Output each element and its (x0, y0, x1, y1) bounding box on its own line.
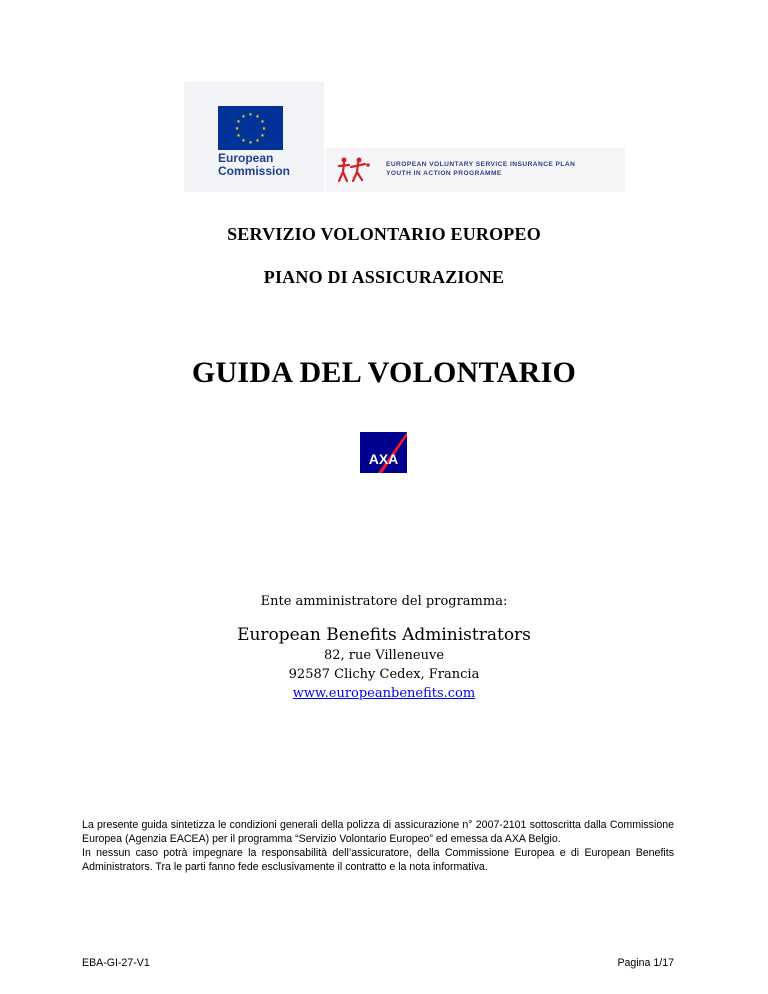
title-servizio-volontario: SERVIZIO VOLONTARIO EUROPEO (227, 224, 541, 244)
administrator-label: Ente amministratore del programma: (260, 594, 508, 609)
website-link[interactable]: www.europeanbenefits.com (292, 686, 476, 701)
evs-banner-text: EUROPEAN VOLUNTARY SERVICE INSURANCE PLAN YOUTH IN ACTION PROGRAMME (386, 161, 576, 177)
svg-text:★: ★ (234, 126, 240, 132)
page-title: GUIDA DEL VOLONTARIO (191, 356, 577, 389)
website-line (0, 686, 768, 701)
disclaimer-paragraph: La presente guida sintetizza le condizioni generali della polizza di assicurazione n° 2007-2101 sottoscritta dalla Commissione Europea (Agenzia EACEA) per il programma “Servizio Volontario Europeo” ed emessa da AXA Belgio. (82, 819, 674, 845)
svg-text:★: ★ (241, 138, 246, 144)
title-piano-assicurazione: PIANO DI ASSICURAZIONE (263, 267, 505, 287)
svg-text:★: ★ (260, 119, 265, 125)
ec-logo-text: European Commission (218, 151, 291, 178)
svg-text:★: ★ (255, 114, 260, 120)
document-code: EBA-GI-27-V1 (82, 957, 150, 969)
page-number: Pagina 1/17 (617, 957, 674, 969)
european-commission-logo (184, 82, 324, 192)
disclaimer-paragraph: In nessun caso potrà impegnare la responsabilità dell’assicuratore, della Commissione Europea e di European Benefits Administrators. Tra le parti fanno fede esclusivamente il contratto e la nota informativa. (82, 847, 674, 873)
svg-text:★: ★ (260, 133, 265, 139)
disclaimer (82, 818, 674, 874)
svg-text:★: ★ (248, 112, 253, 118)
axa-logo (360, 432, 407, 473)
eu-flag-icon (218, 106, 283, 150)
youth-figures-icon (337, 156, 371, 184)
svg-text:★: ★ (236, 119, 241, 125)
address-street: 82, rue Villeneuve (323, 648, 445, 663)
svg-text:★: ★ (236, 133, 241, 139)
administrator-name: European Benefits Administrators (237, 625, 531, 645)
svg-text:★: ★ (261, 126, 267, 132)
evs-insurance-banner (325, 148, 625, 192)
svg-text:★: ★ (255, 138, 260, 144)
svg-text:★: ★ (248, 140, 253, 146)
address-city: 92587 Clichy Cedex, Francia (288, 667, 480, 682)
svg-text:AXA: AXA (368, 451, 399, 467)
svg-text:★: ★ (241, 114, 246, 120)
